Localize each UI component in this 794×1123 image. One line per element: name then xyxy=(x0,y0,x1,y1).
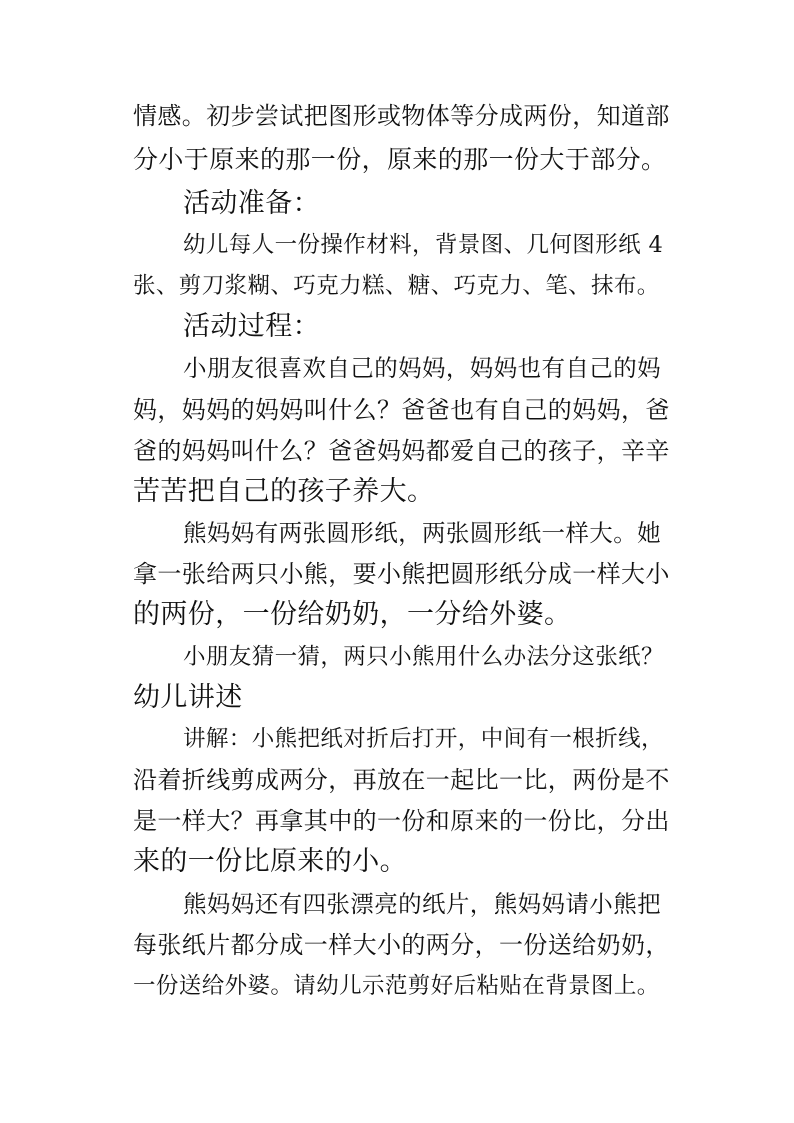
text-line: 熊妈妈还有四张漂亮的纸片，熊妈妈请小熊把 xyxy=(183,890,661,918)
text-line: 情感。初步尝试把图形或物体等分成两份，知道部 xyxy=(133,102,670,130)
text-line: 来的一份比原来的小。 xyxy=(133,846,407,877)
text-line: 的两份，一份给奶奶，一分给外婆。 xyxy=(133,599,572,630)
text-line: 每张纸片都分成一样大小的两分，一份送给奶奶， xyxy=(133,931,670,959)
text-line: 沿着折线剪成两分，再放在一起比一比，两份是不 xyxy=(133,766,670,794)
text-line: 拿一张给两只小熊，要小熊把圆形纸分成一样大小 xyxy=(133,560,670,588)
text-line: 妈，妈妈的妈妈叫什么？爸爸也有自己的妈妈，爸 xyxy=(133,396,670,424)
text-line: 张、剪刀浆糊、巧克力糕、糖、巧克力、笔、抹布。 xyxy=(133,273,660,299)
section-heading: 活动准备： xyxy=(183,188,320,219)
text-line: 苦苦把自己的孩子养大。 xyxy=(133,476,435,507)
text-line: 爸的妈妈叫什么？爸爸妈妈都爱自己的孩子，辛辛 xyxy=(133,437,670,465)
text-line: 是一样大？再拿其中的一份和原来的一份比，分出 xyxy=(133,807,670,835)
text-line: 熊妈妈有两张圆形纸，两张圆形纸一样大。她 xyxy=(183,519,661,547)
text-line: 一份送给外婆。请幼儿示范剪好后粘贴在背景图上。 xyxy=(133,973,660,999)
text-line: 幼儿讲述 xyxy=(133,682,243,713)
section-heading: 活动过程： xyxy=(183,311,320,342)
text-line: 幼儿每人一份操作材料，背景图、几何图形纸 4 xyxy=(183,232,664,258)
text-line: 小朋友很喜欢自己的妈妈，妈妈也有自己的妈 xyxy=(183,354,661,382)
text-line: 小朋友猜一猜，两只小熊用什么办法分这张纸？ xyxy=(183,644,664,670)
text-line: 讲解：小熊把纸对折后打开，中间有一根折线， xyxy=(183,726,664,752)
text-line: 分小于原来的那一份，原来的那一份大于部分。 xyxy=(133,145,667,174)
